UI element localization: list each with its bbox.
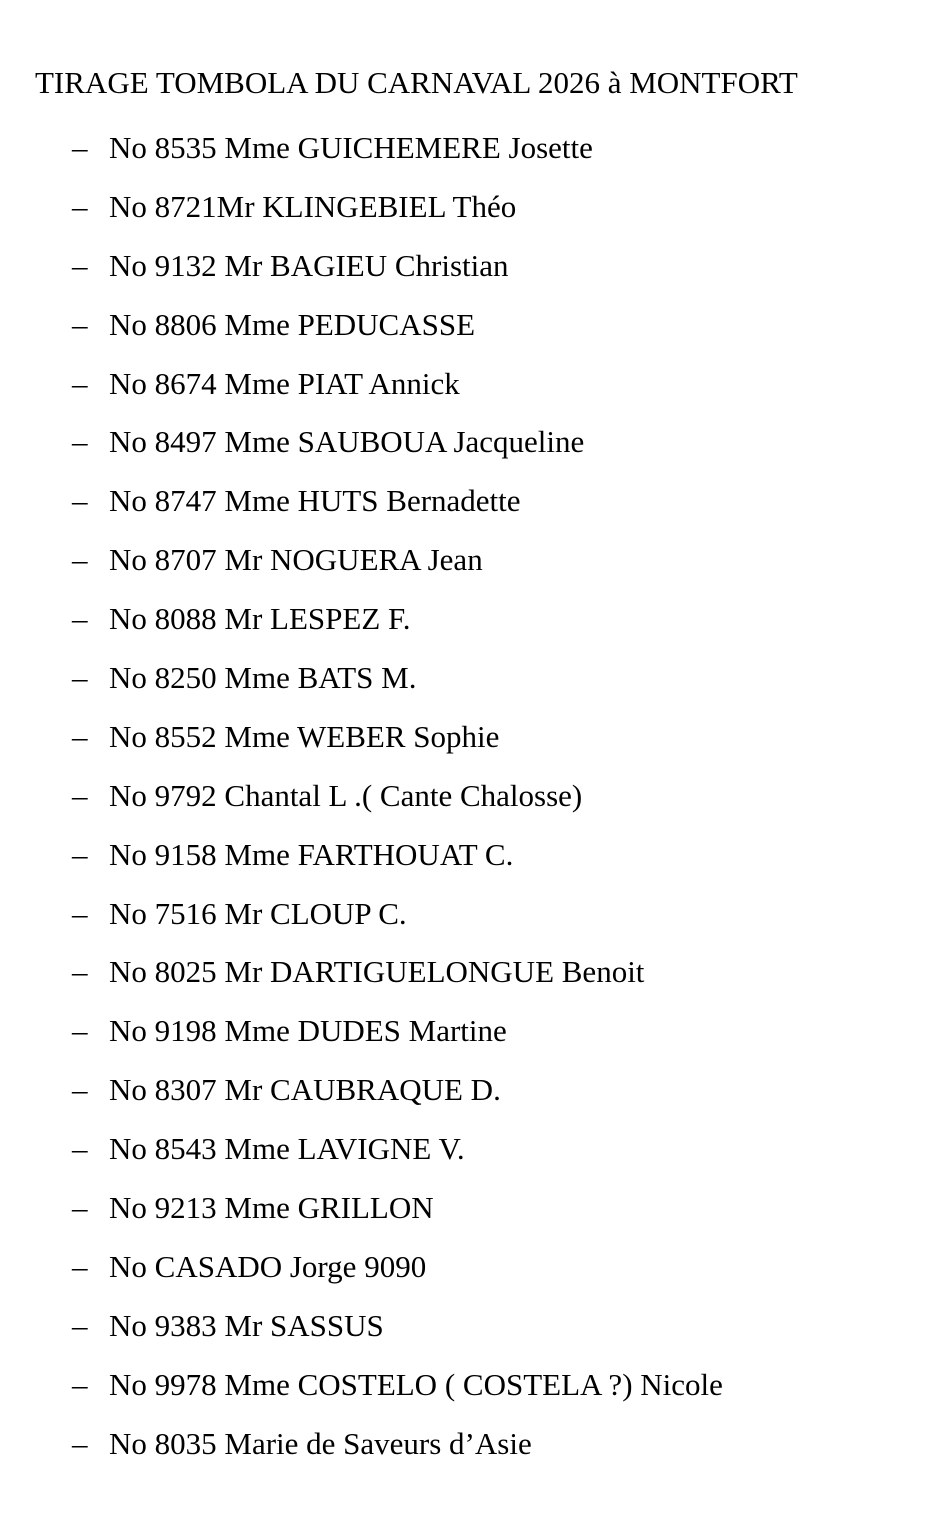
- bullet-dash: –: [72, 247, 88, 283]
- entry-text: No 8088 Mr LESPEZ F.: [109, 601, 411, 637]
- entry-text: No 9213 Mme GRILLON: [109, 1190, 434, 1226]
- bullet-dash: –: [72, 1072, 88, 1108]
- entry-text: No 8250 Mme BATS M.: [109, 660, 417, 696]
- bullet-dash: –: [72, 130, 88, 165]
- bullet-dash: –: [72, 1013, 88, 1049]
- entry-text: No 8721Mr KLINGEBIEL Théo: [109, 188, 517, 224]
- page-title: TIRAGE TOMBOLA DU CARNAVAL 2026 à MONTFORT: [35, 65, 798, 100]
- bullet-dash: –: [72, 365, 88, 401]
- bullet-dash: –: [72, 660, 88, 696]
- bullet-dash: –: [72, 1366, 88, 1402]
- bullet-dash: –: [72, 601, 88, 637]
- entry-text: No CASADO Jorge 9090: [109, 1248, 427, 1284]
- bullet-dash: –: [72, 954, 88, 990]
- entry-text: No 9132 Mr BAGIEU Christian: [109, 247, 509, 283]
- entry-text: No 7516 Mr CLOUP C.: [109, 895, 407, 931]
- entry-text: No 8674 Mme PIAT Annick: [109, 365, 460, 401]
- entry-text: No 8543 Mme LAVIGNE V.: [109, 1131, 465, 1167]
- entry-text: No 8535 Mme GUICHEMERE Josette: [109, 130, 593, 165]
- entry-text: No 9158 Mme FARTHOUAT C.: [109, 836, 514, 872]
- entry-text: No 8707 Mr NOGUERA Jean: [109, 542, 483, 578]
- bullet-dash: –: [72, 188, 88, 224]
- bullet-dash: –: [72, 1425, 88, 1461]
- bullet-dash: –: [72, 1248, 88, 1284]
- entry-text: No 8497 Mme SAUBOUA Jacqueline: [109, 424, 585, 460]
- bullet-dash: –: [72, 1307, 88, 1343]
- bullet-dash: –: [72, 836, 88, 872]
- entry-text: No 9978 Mme COSTELO ( COSTELA ?) Nicole: [109, 1366, 723, 1402]
- entry-text: No 8025 Mr DARTIGUELONGUE Benoit: [109, 954, 645, 990]
- bullet-dash: –: [72, 895, 88, 931]
- entry-text: No 8307 Mr CAUBRAQUE D.: [109, 1072, 501, 1108]
- bullet-dash: –: [72, 1190, 88, 1226]
- bullet-dash: –: [72, 424, 88, 460]
- entry-text: No 8806 Mme PEDUCASSE: [109, 306, 476, 342]
- bullet-dash: –: [72, 306, 88, 342]
- entry-text: No 9792 Chantal L .( Cante Chalosse): [109, 777, 583, 813]
- bullet-dash: –: [72, 483, 88, 519]
- bullet-dash: –: [72, 777, 88, 813]
- entry-text: No 8035 Marie de Saveurs d’Asie: [109, 1425, 532, 1461]
- bullet-dash: –: [72, 542, 88, 578]
- entry-text: No 8747 Mme HUTS Bernadette: [109, 483, 521, 519]
- entry-text: No 8552 Mme WEBER Sophie: [109, 718, 500, 754]
- bullet-dash: –: [72, 1131, 88, 1167]
- bullet-dash: –: [72, 718, 88, 754]
- entry-text: No 9383 Mr SASSUS: [109, 1307, 384, 1343]
- entry-text: No 9198 Mme DUDES Martine: [109, 1013, 507, 1049]
